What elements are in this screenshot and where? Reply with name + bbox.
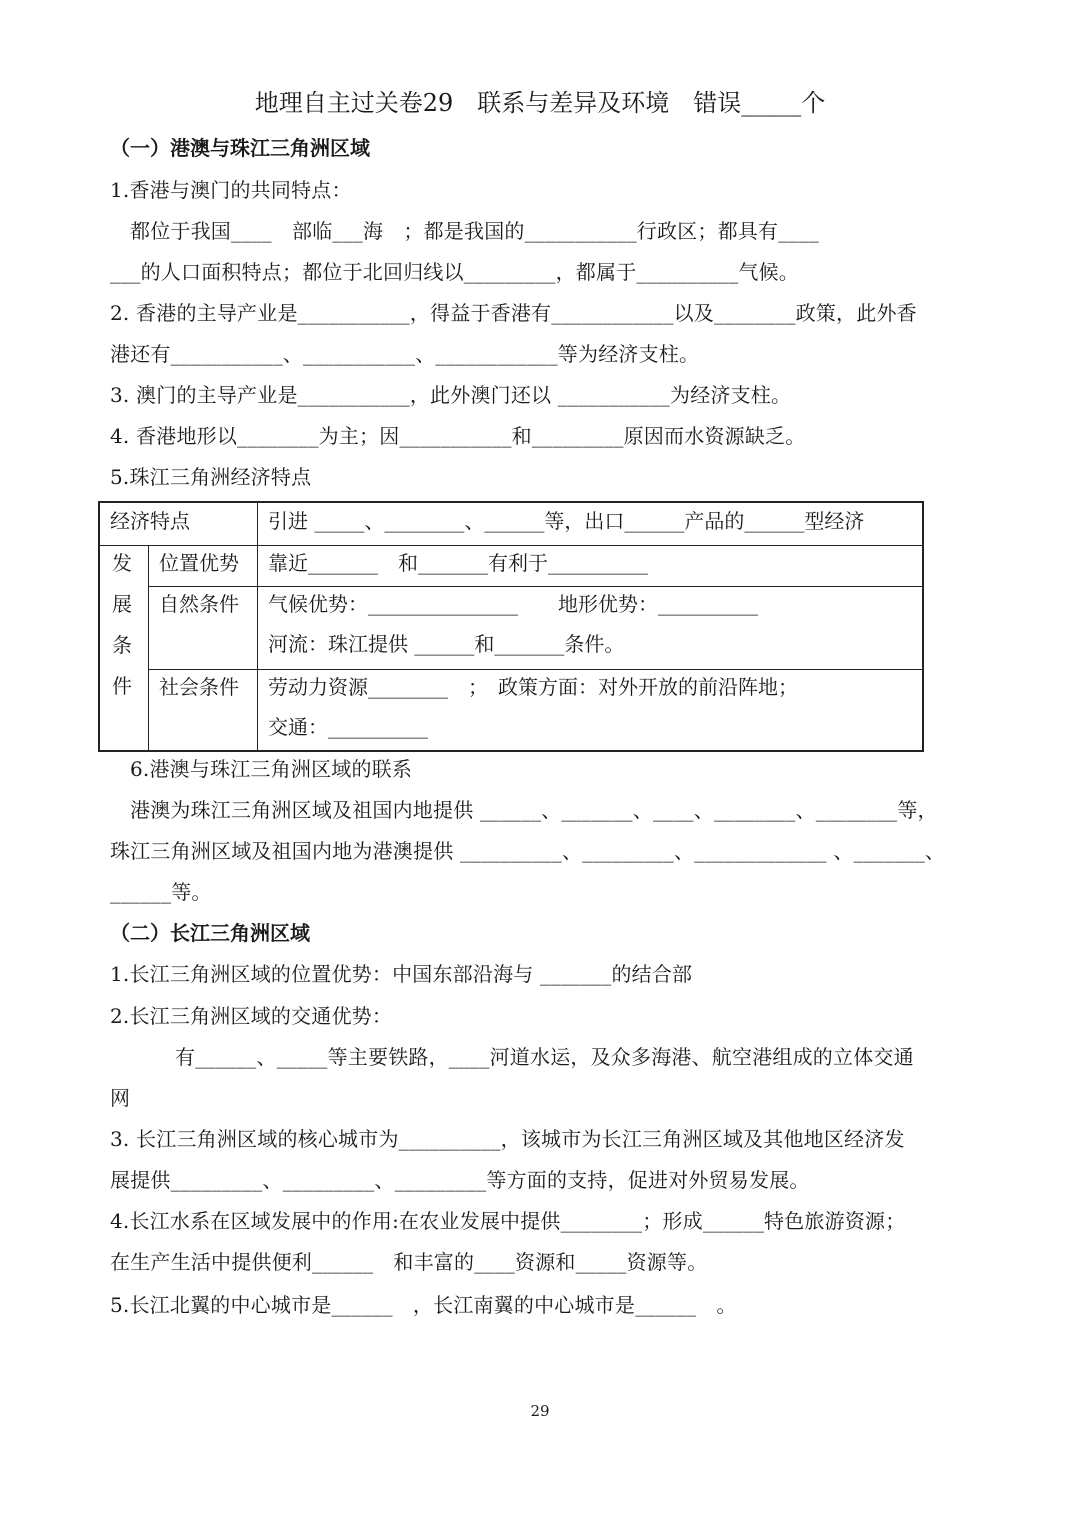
- q6-label: 6.港澳与珠江三角洲区域的联系: [130, 757, 413, 781]
- q2-line-2: 港还有___________、___________、____________等为经济支柱。: [110, 342, 700, 366]
- page-title: 地理自主过关卷29 联系与差异及环境 错误_____个: [254, 89, 826, 117]
- social-label: 社会条件: [159, 675, 239, 699]
- table-col-divider: [257, 503, 258, 750]
- s2-q3-line-2: 展提供_________、_________、_________等方面的支持，促进对外贸易发展。: [110, 1168, 810, 1192]
- s2-q3-line-1: 3. 长江三角洲区域的核心城市为__________，该城市为长江三角洲区域及其他地区经济发: [110, 1127, 905, 1151]
- econ-text: 引进 _____、________、______等，出口______产品的______型经济: [268, 509, 865, 533]
- dev-char-4: 件: [112, 674, 132, 698]
- natural-text-2: 河流：珠江提供 ______和_______条件。: [268, 632, 625, 656]
- q6-line-3: ______等。: [110, 880, 212, 904]
- q6-line-1: 港澳为珠江三角洲区域及祖国内地提供 ______、_______、____、________、________等，: [130, 798, 938, 822]
- q2-line-1: 2. 香港的主导产业是___________，得益于香港有____________以及________政策，此外香: [110, 301, 917, 325]
- page-number: 29: [530, 1402, 550, 1420]
- table-col-divider: [148, 545, 149, 750]
- s2-q4-line-2: 在生产生活中提供便利______ 和丰富的____资源和_____资源等。: [110, 1250, 708, 1274]
- table-row-divider: [100, 545, 922, 546]
- section-heading-yangtze: （二）长江三角洲区域: [110, 921, 310, 945]
- q1-line-2: ___的人口面积特点；都位于北回归线以_________，都属于__________气候。: [110, 260, 799, 284]
- q1-line-1: 都位于我国____ 部临___海 ；都是我国的___________行政区；都具有____: [130, 219, 819, 243]
- location-label: 位置优势: [159, 551, 239, 575]
- natural-label: 自然条件: [159, 592, 239, 616]
- s2-q4-line-1: 4.长江水系在区域发展中的作用:在农业发展中提供________；形成______特色旅游资源；: [110, 1209, 906, 1233]
- natural-text-1: 气候优势：_______________ 地形优势：__________: [268, 592, 758, 616]
- table-row-divider: [148, 586, 922, 587]
- dev-char-1: 发: [112, 551, 132, 575]
- dev-char-3: 条: [112, 633, 132, 657]
- s2-q2-label: 2.长江三角洲区域的交通优势：: [110, 1004, 393, 1028]
- social-text-1: 劳动力资源________ ； 政策方面：对外开放的前沿阵地；: [268, 675, 798, 699]
- dev-char-2: 展: [112, 592, 132, 616]
- s2-q2-line-2: 网: [110, 1086, 131, 1110]
- prd-economy-table: [98, 501, 924, 752]
- section-heading-hk-macau: （一）港澳与珠江三角洲区域: [110, 136, 370, 160]
- q5-label: 5.珠江三角洲经济特点: [110, 465, 312, 489]
- q6-line-2: 珠江三角洲区域及祖国内地为港澳提供 __________、_________、_____________ 、_______、: [110, 839, 946, 863]
- q1-label: 1.香港与澳门的共同特点：: [110, 178, 352, 202]
- q3-line: 3. 澳门的主导产业是___________，此外澳门还以 ___________为经济支柱。: [110, 383, 792, 407]
- s2-q5-line: 5.长江北翼的中心城市是______ ，长江南翼的中心城市是______ 。: [110, 1293, 737, 1317]
- table-row-divider: [148, 669, 922, 670]
- econ-label: 经济特点: [110, 509, 190, 533]
- social-text-2: 交通：__________: [268, 715, 428, 739]
- q4-line: 4. 香港地形以________为主；因___________和_________原因而水资源缺乏。: [110, 424, 806, 448]
- location-text: 靠近_______ 和_______有利于__________: [268, 551, 648, 575]
- s2-q2-line-1: 有______、_____等主要铁路，____河道水运，及众多海港、航空港组成的立体交通: [175, 1045, 914, 1069]
- s2-q1-line: 1.长江三角洲区域的位置优势：中国东部沿海与 _______的结合部: [110, 962, 693, 986]
